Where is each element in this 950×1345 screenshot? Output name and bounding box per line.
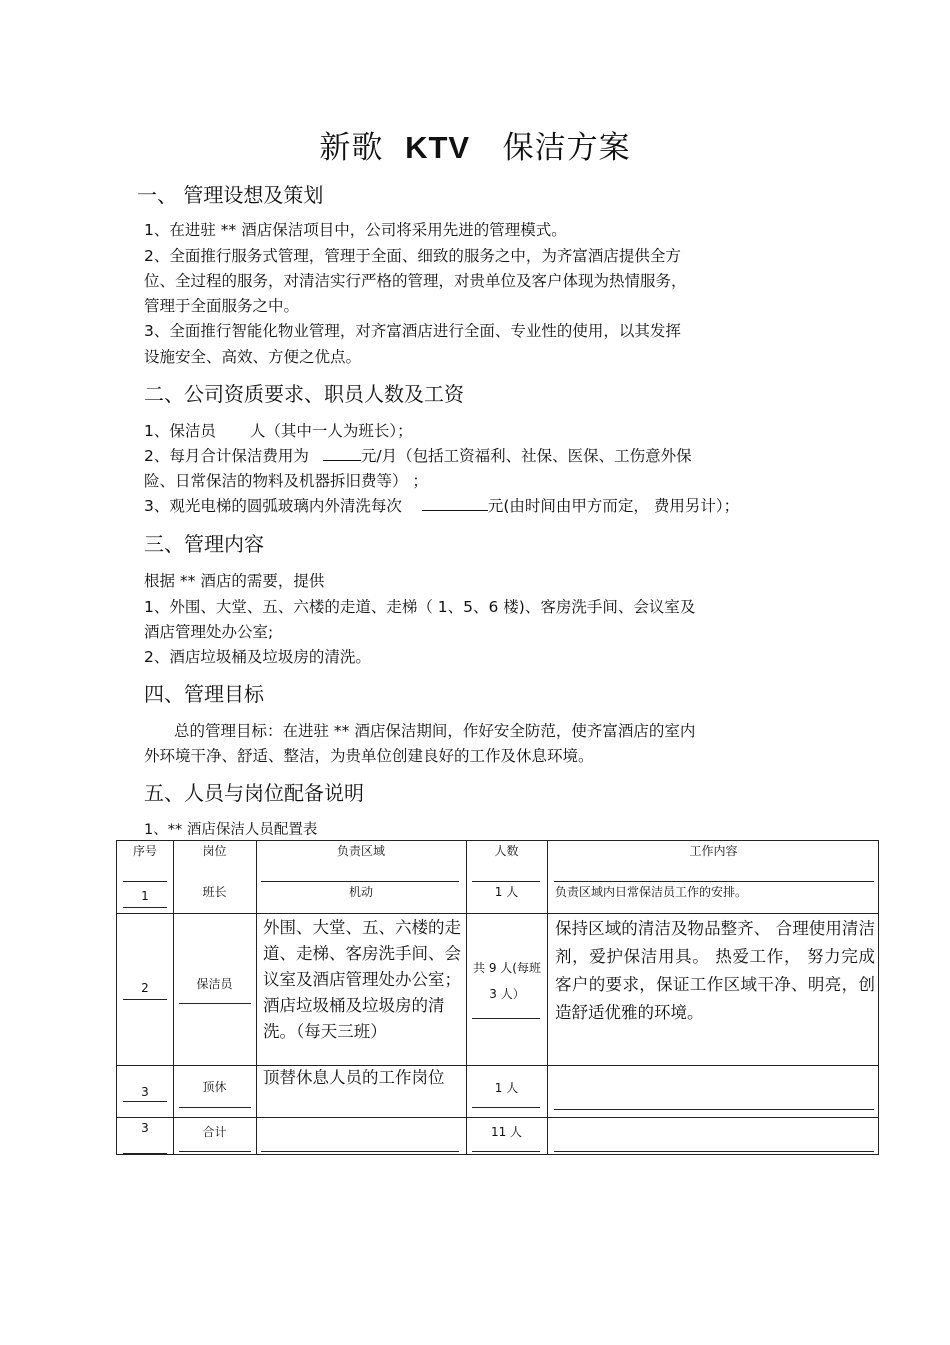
s1-line: 2、全面推行服务式管理，管理于全面、细致的服务之中，为齐富酒店提供全方: [144, 247, 681, 265]
staff-table: [116, 840, 879, 1155]
header-seq: 序号: [132, 844, 157, 858]
blank-line: [323, 446, 361, 461]
s1-line: 位、全过程的服务，对清洁实行严格的管理，对贵单位及客户体现为热情服务，: [144, 272, 687, 290]
table-cell: 合计: [202, 1125, 227, 1139]
table-cell: 3: [141, 1085, 149, 1099]
table-cell: 共 9 人(每班 3 人）: [473, 961, 541, 1001]
s2-line-2: 2、每月合计保洁费用为 元/月（包括工资福利、社保、医保、工伤意外保: [144, 447, 692, 465]
table-cell: 顶替休息人员的工作岗位: [263, 1068, 445, 1087]
s3-line: 1、外围、大堂、五、六楼的走道、走梯（ 1、5、6 楼)、客房洗手间、会议室及: [144, 598, 696, 616]
table-cell: 1 人: [494, 885, 519, 899]
section-1-heading: 一、 管理设想及策划: [137, 183, 324, 207]
table-cell: 负责区域内日常保洁员工作的安排。: [555, 885, 748, 899]
s1-line: 3、全面推行智能化物业管理，对齐富酒店进行全面、专业性的使用，以其发挥: [144, 322, 681, 340]
s1-line: 设施安全、高效、方便之优点。: [144, 348, 362, 366]
s2-line-1: 1、保洁员 人（其中一人为班长）；: [144, 422, 413, 440]
page-title: 新歌 KTV 保洁方案: [319, 130, 631, 166]
table-cell: 11 人: [490, 1125, 523, 1139]
s1-line: 1、在进驻 ** 酒店保洁项目中，公司将采用先进的管理模式。: [144, 221, 567, 239]
s4-line: 总的管理目标：在进驻 ** 酒店保洁期间，作好安全防范，使齐富酒店的室内: [174, 722, 696, 740]
table-cell: 保洁员: [196, 977, 233, 991]
blank-line: [422, 496, 488, 511]
header-area: 负责区域: [336, 844, 385, 858]
table-cell: 外围、大堂、五、六楼的走道、走梯、客房洗手间、会议室及酒店管理处办公室；酒店垃圾桶及垃圾房的清洗。（每天三班）: [263, 918, 461, 1041]
table-cell: 1: [141, 889, 149, 903]
section-2-heading: 二、公司资质要求、职员人数及工资: [144, 382, 464, 406]
s2-line-3: 险、日常保洁的物料及机器拆旧费等） ；: [144, 472, 428, 490]
table-cell: 保持区域的清洁及物品整齐、 合理使用清洁剂，爱护保洁用具。 热爱工作， 努力完成客户的要求，保证工作区域干净、明亮，创造舒适优雅的环境。: [555, 919, 875, 1022]
table-cell: 1 人: [494, 1081, 519, 1095]
s4-line: 外环境干净、舒适、整洁，为贵单位创建良好的工作及休息环境。: [144, 747, 594, 765]
s2-line-4: 3、观光电梯的圆弧玻璃内外清洗每次 元(由时间由甲方而定， 费用另计）；: [144, 497, 740, 515]
s3-line: 2、酒店垃圾桶及垃圾房的清洗。: [144, 648, 371, 666]
header-work: 工作内容: [689, 844, 738, 858]
table-cell: 顶休: [202, 1080, 227, 1094]
table-caption: 1、** 酒店保洁人员配置表: [144, 822, 318, 838]
row-divider: [117, 1117, 878, 1118]
table-cell: 班长: [202, 885, 227, 899]
table-cell: 机动: [348, 885, 373, 899]
table-cell: 3: [141, 1121, 149, 1135]
header-post: 岗位: [202, 844, 227, 858]
section-5-heading: 五、人员与岗位配备说明: [144, 781, 364, 805]
section-3-heading: 三、管理内容: [144, 532, 264, 556]
s1-line: 管理于全面服务之中。: [144, 297, 300, 315]
s3-line: 根据 ** 酒店的需要，提供: [144, 572, 325, 590]
header-count: 人数: [494, 844, 519, 858]
s3-line: 酒店管理处办公室;: [144, 623, 274, 641]
table-cell: 2: [141, 981, 149, 995]
section-4-heading: 四、管理目标: [144, 682, 264, 706]
col-divider: [547, 841, 548, 1154]
